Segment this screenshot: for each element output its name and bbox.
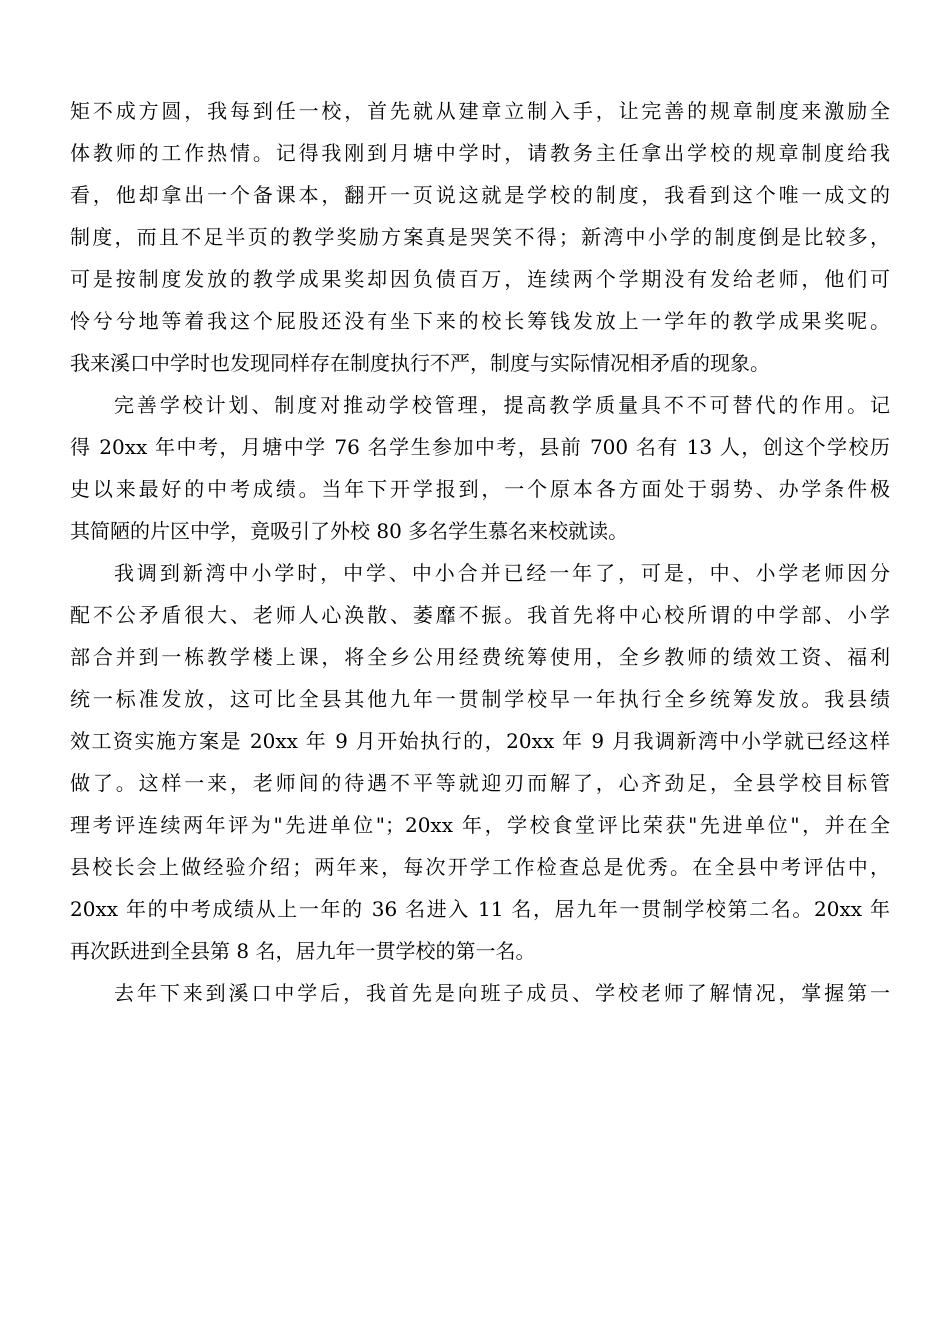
text-line: 看，他却拿出一个备课本，翻开一页说这就是学校的制度，我看到这个唯一成文的 [70,183,890,207]
text-line: 部合并到一栋教学楼上课，将全乡公用经费统筹使用，全乡教师的绩效工资、福利 [70,645,890,669]
text-line: 配不公矛盾很大、老师人心涣散、萎靡不振。我首先将中心校所谓的中学部、小学 [70,603,890,627]
text-line: 史以来最好的中考成绩。当年下开学报到，一个原本各方面处于弱势、办学条件极 [70,477,890,501]
text-line: 做了。这样一来，老师间的待遇不平等就迎刃而解了，心齐劲足，全县学校目标管 [70,771,890,795]
paragraph-1 [70,90,890,384]
body-text [70,90,890,1014]
text-line: 理考评连续两年评为"先进单位"；20xx 年，学校食堂评比荣获"先进单位"，并在全 [70,813,890,837]
text-line: 县校长会上做经验介绍；两年来，每次开学工作检查总是优秀。在全县中考评估中， [70,855,890,879]
text-line: 其简陋的片区中学，竟吸引了外校 80 多名学生慕名来校就读。 [70,519,629,543]
text-line: 完善学校计划、制度对推动学校管理，提高教学质量具不不可替代的作用。记 [114,393,890,417]
text-line: 体教师的工作热情。记得我刚到月塘中学时，请教务主任拿出学校的规章制度给我 [70,141,890,165]
text-line: 可是按制度发放的教学成果奖却因负债百万，连续两个学期没有发给老师，他们可 [70,267,890,291]
text-line: 制度，而且不足半页的教学奖励方案真是哭笑不得；新湾中小学的制度倒是比较多， [70,225,890,249]
text-line: 再次跃进到全县第 8 名，居九年一贯学校的第一名。 [70,939,536,963]
text-line: 矩不成方圆，我每到任一校，首先就从建章立制入手，让完善的规章制度来激励全 [70,99,890,123]
text-line: 20xx 年的中考成绩从上一年的 36 名进入 11 名，居九年一贯制学校第二名。20xx 年 [70,897,890,921]
paragraph-4 [70,972,890,1014]
text-line: 效工资实施方案是 20xx 年 9 月开始执行的，20xx 年 9 月我调新湾中小学就已经这样 [70,729,890,753]
paragraph-2 [70,384,890,552]
text-line: 我调到新湾中小学时，中学、中小合并已经一年了，可是，中、小学老师因分 [114,561,890,585]
text-line: 统一标准发放，这可比全县其他九年一贯制学校早一年执行全乡统筹发放。我县绩 [70,687,890,711]
paragraph-3 [70,552,890,972]
text-line: 怜兮兮地等着我这个屁股还没有坐下来的校长筹钱发放上一学年的教学成果奖呢。 [70,309,890,333]
text-line: 得 20xx 年中考，月塘中学 76 名学生参加中考，县前 700 名有 13 人，创这个学校历 [70,435,890,459]
text-line: 去年下来到溪口中学后，我首先是向班子成员、学校老师了解情况，掌握第一 [114,981,890,1005]
text-line: 我来溪口中学时也发现同样存在制度执行不严，制度与实际情况相矛盾的现象。 [70,351,770,375]
